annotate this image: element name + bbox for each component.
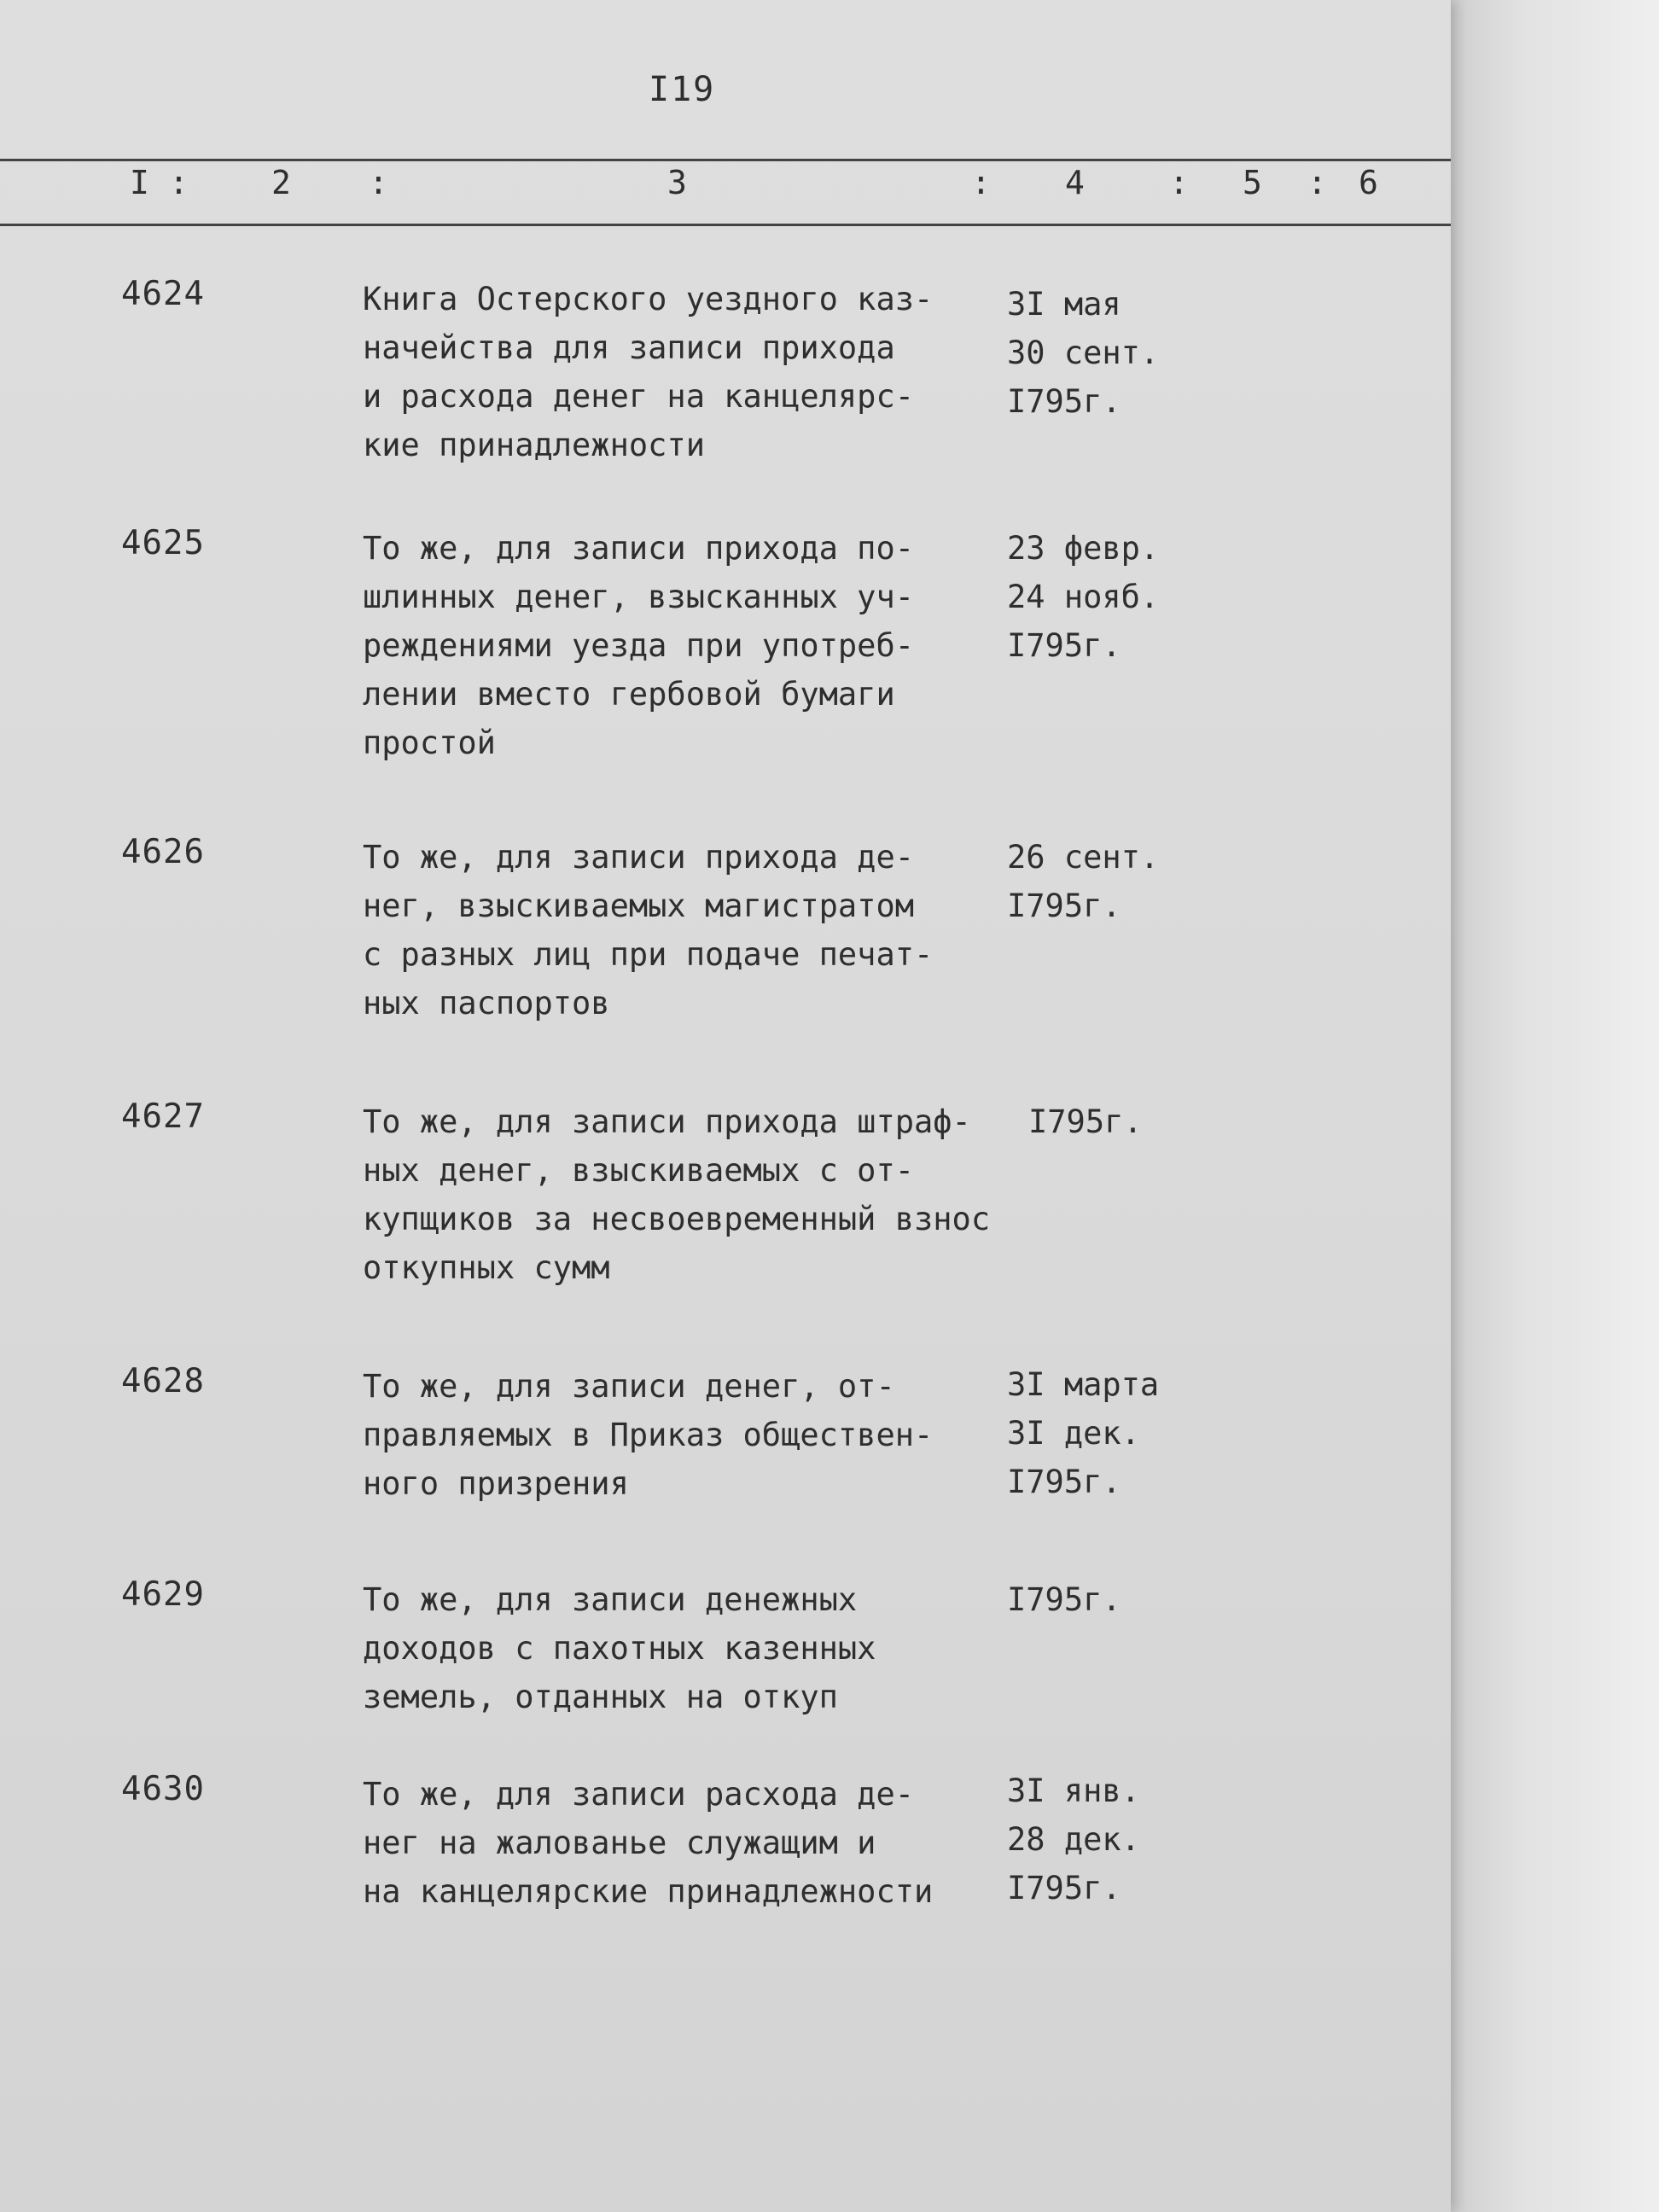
header-bottom-rule	[0, 224, 1451, 226]
column-header-2: 2	[271, 164, 291, 201]
entry-number: 4628	[121, 1362, 205, 1400]
entry-number: 4624	[121, 275, 205, 313]
entry-dates: 3I мая 30 сент. I795г.	[1007, 286, 1160, 420]
entry-number: 4630	[121, 1770, 205, 1808]
entry-dates: I795г.	[1007, 1581, 1121, 1618]
entry-description: То же, для записи денежных доходов с пахотных казенных земель, отданных на откуп	[363, 1581, 876, 1715]
inventory-entry	[0, 1575, 1451, 1746]
entry-number: 4625	[121, 524, 205, 562]
entry-dates: 3I янв. 28 дек. I795г.	[1007, 1773, 1140, 1906]
entry-number: 4627	[121, 1097, 205, 1136]
entry-dates: 23 февр. 24 нояб. I795г.	[1007, 530, 1160, 664]
entry-description: То же, для записи прихода по- шлинных денег, взысканных уч- реждениями уезда при употреб- лении вместо гербовой бумаги простой	[363, 530, 915, 761]
column-separator: :	[369, 164, 388, 201]
entry-number: 4626	[121, 833, 205, 871]
column-header-4: 4	[1065, 164, 1085, 201]
entry-dates: 3I марта 3I дек. I795г.	[1007, 1366, 1160, 1500]
inventory-entry	[0, 1362, 1451, 1533]
entry-description: Книга Остерского уездного каз- начейства для записи прихода и расхода денег на канцелярс- кие принадлежности	[363, 281, 934, 463]
inventory-entry	[0, 1097, 1451, 1286]
inventory-entry	[0, 1770, 1451, 1941]
entry-description: То же, для записи денег, от- правляемых в Приказ обществен- ного призрения	[363, 1368, 934, 1502]
entry-dates: 26 сент. I795г.	[1007, 839, 1160, 924]
entry-number: 4629	[121, 1575, 205, 1614]
entry-description: То же, для записи прихода штраф- ных денег, взыскиваемых с от- купщиков за несвоевременный взнос откупных сумм	[363, 1103, 991, 1286]
column-separator: :	[169, 164, 189, 201]
column-separator: :	[1169, 164, 1189, 201]
page-number: I19	[649, 70, 716, 109]
entry-description: То же, для записи прихода де- нег, взыскиваемых магистратом с разных лиц при подаче печат- ных паспортов	[363, 839, 934, 1022]
background-surface	[1451, 0, 1659, 2212]
inventory-entry	[0, 524, 1451, 761]
column-header-5: 5	[1243, 164, 1262, 201]
header-top-rule	[0, 159, 1451, 161]
column-header-1: I	[130, 164, 149, 201]
column-separator: :	[1307, 164, 1327, 201]
column-header-3: 3	[667, 164, 687, 201]
inventory-entry	[0, 275, 1451, 463]
column-separator: :	[971, 164, 991, 201]
column-header-6: 6	[1359, 164, 1378, 201]
entry-dates: I795г.	[1028, 1103, 1143, 1140]
entry-description: То же, для записи расхода де- нег на жалованье служащим и на канцелярские принадлежности	[363, 1776, 934, 1910]
inventory-entry	[0, 833, 1451, 1022]
